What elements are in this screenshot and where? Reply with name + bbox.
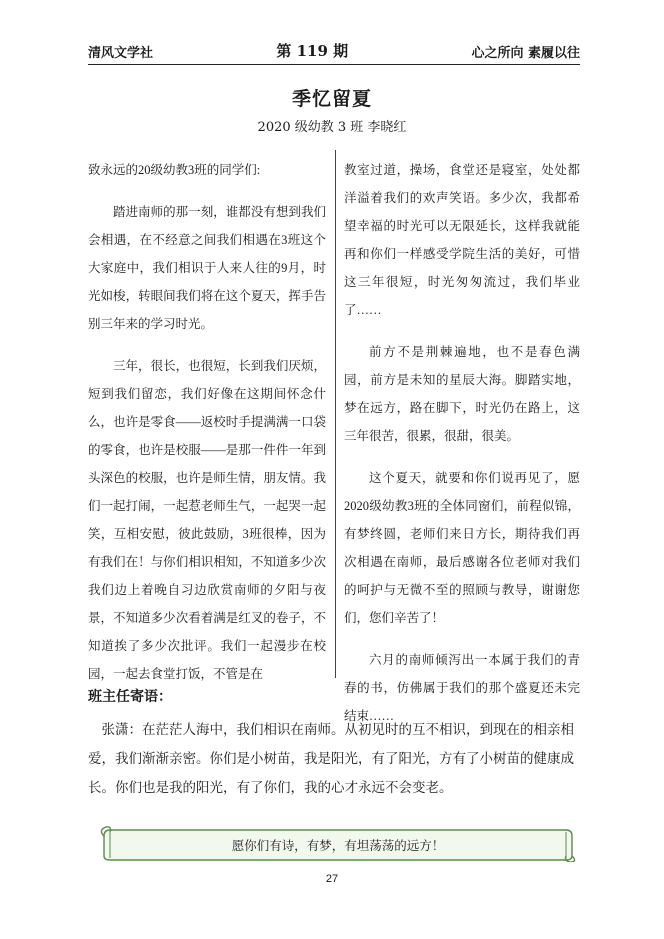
header-rule — [88, 64, 580, 65]
paragraph: 六月的南师倾泻出一本属于我们的青春的书，仿佛属于我们的那个盛夏还未完结束…… — [344, 653, 580, 723]
paragraph: 前方不是荆棘遍地，也不是春色满园，前方是未知的星辰大海。脚踏实地，梦在远方，路在脚下，时光仍在路上，这三年很苦，很累，很甜，很美。 — [344, 345, 580, 443]
teacher-heading: 班主任寄语： — [88, 689, 172, 705]
salutation: 致永远的20级幼教3班的同学们: — [88, 163, 261, 177]
issue-number: 第 119 期 — [276, 42, 349, 60]
paragraph: 教室过道，操场，食堂还是寝室，处处都洋溢着我们的欢声笑语。多少次，我都希望幸福的时光可以无限延长，这样我就能再和你们一样感受学院生活的美好，可惜这三年很短，时光匆匆流过，我们毕业了…… — [344, 163, 580, 317]
scroll-banner — [100, 826, 576, 862]
right-column — [344, 156, 580, 744]
journal-motto: 心之所向 素履以往 — [471, 46, 580, 61]
article-byline: 2020 级幼教 3 班 李晓红 — [257, 120, 407, 135]
article-title: 季忆留夏 — [291, 88, 372, 110]
paragraph: 踏进南师的那一刻，谁都没有想到我们会相遇，在不经意之间我们相遇在3班这个大家庭中，我们相识于人来人往的9月，时光如梭，转眼间我们将在这个夏天，挥手告别三年来的学习时光。 — [88, 205, 326, 331]
paragraph: 三年，很长，也很短，长到我们厌烦，短到我们留恋，我们好像在这期间怀念什么，也许是零食——返校时手提满满一口袋的零食，也许是校服——是那一件件一年到头深色的校服，也许是师生情，朋友情。我们一起打闹，一起惹老师生气，一起哭一起笑，互相安慰，彼此鼓励，3班很棒，因为有我们在！与你们相识相知，不知道多少次我们边上着晚自习边欣赏南师的夕阳与夜景，不知道多少次看着满是红叉的卷子，不知道挨了多少次批评。我们一起漫步在校园，一起去食堂打饭，不管是在 — [88, 359, 326, 681]
paragraph: 这个夏天，就要和你们说再见了，愿2020级幼教3班的全体同窗们，前程似锦，有梦终圆，老师们来日方长，期待我们再次相遇在南师，最后感谢各位老师对我们的呵护与无微不至的照顾与教导，谢谢您们，您们辛苦了！ — [344, 471, 580, 625]
banner-text: 愿你们有诗，有梦，有坦荡荡的远方！ — [231, 838, 445, 853]
page-number: 27 — [325, 873, 339, 885]
column-divider — [335, 150, 336, 678]
left-column — [88, 156, 326, 702]
page-header — [88, 40, 580, 61]
teacher-message: 张潇：在茫茫人海中，我们相识在南师。从初见时的互不相识，到现在的相亲相爱，我们渐渐亲密。你们是小树苗，我是阳光，有了阳光，方有了小树苗的健康成长。你们也是我的阳光，有了你们，我的心才永远不会变老。 — [88, 722, 574, 796]
journal-name: 清风文学社 — [88, 46, 154, 61]
